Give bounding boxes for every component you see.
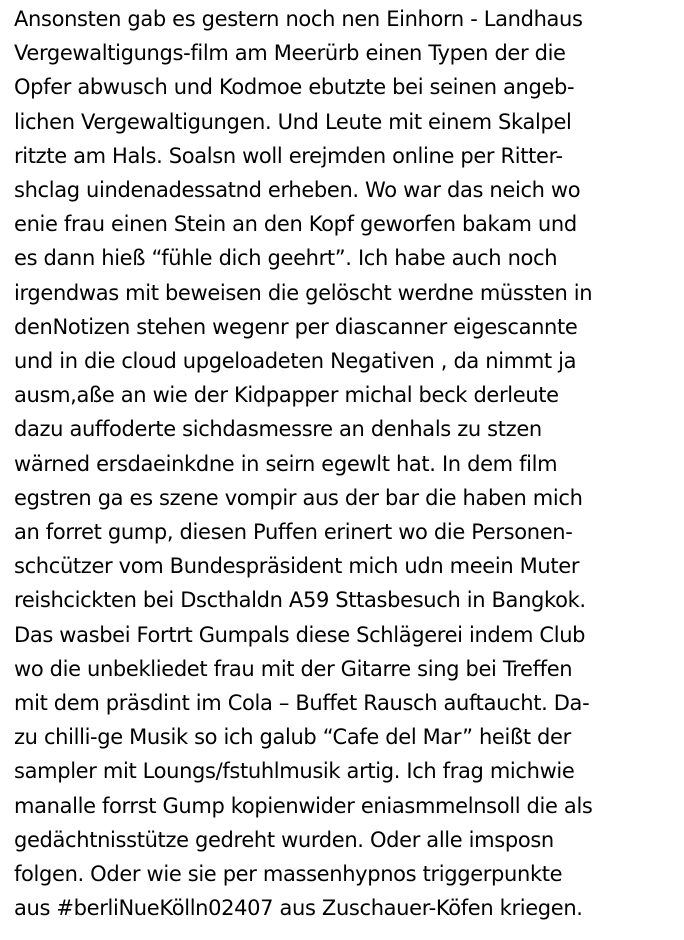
text-line: wärned ersdaeinkdne in seirn egewlt hat. In dem film	[14, 451, 558, 476]
text-line: zu chilli-ge Musik so ich galub “Cafe del Mar” heißt der	[14, 725, 571, 750]
text-line: dazu auffoderte sichdasmessre an denhals zu stzen	[14, 417, 542, 442]
text-line: folgen. Oder wie sie per massenhypnos triggerpunkte	[14, 862, 563, 887]
text-line: ausm,aße an wie der Kidpapper michal beck derleute	[14, 383, 559, 408]
text-line: denNotizen stehen wegenr per diascanner eigescannte	[14, 314, 578, 339]
text-line: an forret gump, diesen Puffen erinert wo die Personen-	[14, 520, 573, 545]
text-line: egstren ga es szene vompir aus der bar die haben mich	[14, 485, 583, 510]
text-line: Ansonsten gab es gestern noch nen Einhorn - Landhaus	[14, 7, 583, 31]
text-line: gedächtnisstütze gedreht wurden. Oder alle imsposn	[14, 827, 554, 852]
text-body	[14, 2, 678, 925]
text-line: reishcickten bei Dscthaldn A59 Sttasbesuch in Bangkok.	[14, 588, 586, 613]
text-line: und in die cloud upgeloadeten Negativen , da nimmt ja	[14, 349, 577, 374]
text-line: shclag uindenadessatnd erheben. Wo war das neich wo	[14, 178, 581, 203]
text-line: Vergewaltigungs-film am Meerürb einen Typen der die	[14, 41, 566, 66]
text-line: sampler mit Loungs/fstuhlmusik artig. Ich frag michwie	[14, 759, 575, 784]
text-line: schcützer vom Bundespräsident mich udn meein Muter	[14, 554, 580, 579]
text-line: manalle forrst Gump kopienwider eniasmmelnsoll die als	[14, 793, 593, 818]
text-line: lichen Vergewaltigungen. Und Leute mit einem Skalpel	[14, 109, 572, 134]
text-line: irgendwas mit beweisen die gelöscht werdne müssten in	[14, 280, 593, 305]
text-line: Das wasbei Fortrt Gumpals diese Schlägerei indem Club	[14, 622, 586, 647]
text-line: mit dem präsdint im Cola – Buffet Rausch auftaucht. Da-	[14, 691, 590, 716]
text-line: ritzte am Hals. Soalsn woll erejmden online per Ritter-	[14, 143, 563, 168]
text-line: enie frau einen Stein an den Kopf geworfen bakam und	[14, 212, 577, 237]
text-line: aus #berliNueKölln02407 aus Zuschauer-Köfen kriegen.	[14, 896, 583, 921]
text-line: es dann hieß “fühle dich geehrt”. Ich habe auch noch	[14, 246, 558, 271]
text-line: Opfer abwusch und Kodmoe ebutzte bei seinen angeb-	[14, 75, 575, 100]
text-line: wo die unbekliedet frau mit der Gitarre sing bei Treffen	[14, 656, 573, 681]
